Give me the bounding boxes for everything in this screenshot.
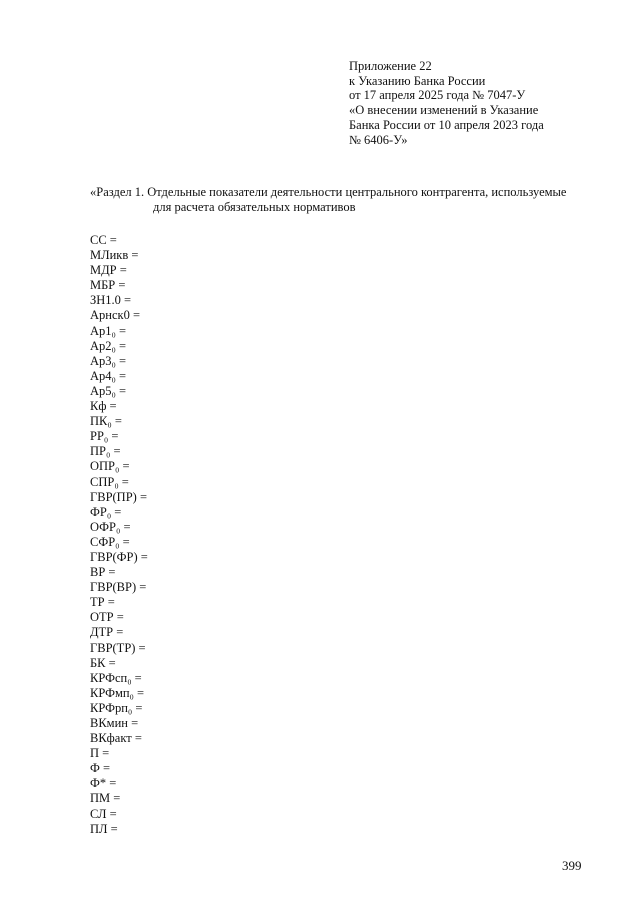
appendix-header bbox=[349, 59, 619, 147]
indicator-row: П = bbox=[90, 746, 110, 761]
indicator-row: БК = bbox=[90, 655, 116, 670]
header-line: № 6406-У» bbox=[349, 132, 408, 147]
indicator-row: ОПР₀ = bbox=[90, 459, 130, 474]
indicator-row: КРФмп₀ = bbox=[90, 685, 145, 700]
indicator-row: ОТР = bbox=[90, 610, 124, 625]
indicator-row: Ар3₀ = bbox=[90, 353, 127, 368]
indicator-row: Ф = bbox=[90, 761, 111, 776]
section-title-line-2: для расчета обязательных нормативов bbox=[153, 200, 356, 214]
indicator-row: СПР₀ = bbox=[90, 474, 129, 489]
indicator-row: ГВР(ТР) = bbox=[90, 640, 146, 655]
header-line: к Указанию Банка России bbox=[349, 73, 486, 88]
indicator-row: Ф* = bbox=[90, 776, 117, 791]
indicator-row: Ар1₀ = bbox=[90, 323, 127, 338]
indicator-row: Кф = bbox=[90, 399, 117, 414]
header-line: «О внесении изменений в Указание bbox=[349, 103, 539, 118]
indicator-row: МБР = bbox=[90, 278, 126, 293]
indicator-row: КРФрп₀ = bbox=[90, 700, 143, 715]
indicator-row: ВКфакт = bbox=[90, 731, 142, 746]
indicator-row: ГВР(ПР) = bbox=[90, 489, 147, 504]
indicator-row: Арнск0 = bbox=[90, 308, 141, 323]
indicator-row: Ар4₀ = bbox=[90, 368, 127, 383]
indicator-row: МДР = bbox=[90, 263, 127, 278]
indicator-row: Ар5₀ = bbox=[90, 383, 127, 398]
header-line: от 17 апреля 2025 года № 7047-У bbox=[349, 88, 526, 103]
indicator-row: СС = bbox=[90, 233, 117, 247]
header-line: Банка России от 10 апреля 2023 года bbox=[349, 117, 544, 132]
indicator-row: ПР₀ = bbox=[90, 444, 121, 459]
indicator-row: ФР₀ = bbox=[90, 504, 122, 519]
indicator-row: ГВР(ВР) = bbox=[90, 580, 147, 595]
indicator-list bbox=[90, 233, 148, 837]
indicator-row: ОФР₀ = bbox=[90, 519, 131, 534]
section-title-line-1: «Раздел 1. Отдельные показатели деятельности центрального контрагента, используемые bbox=[90, 185, 567, 199]
indicator-row: ДТР = bbox=[90, 625, 124, 640]
page-number: 399 bbox=[562, 858, 582, 873]
section-title bbox=[90, 185, 610, 215]
header-line: Приложение 22 bbox=[349, 59, 432, 73]
indicator-row: ПЛ = bbox=[90, 821, 118, 836]
indicator-row: ПК₀ = bbox=[90, 414, 122, 429]
indicator-row: Ар2₀ = bbox=[90, 338, 127, 353]
indicator-row: ВР = bbox=[90, 565, 116, 580]
indicator-row: ТР = bbox=[90, 595, 115, 610]
indicator-row: ВКмин = bbox=[90, 716, 139, 730]
indicator-row: ГВР(ФР) = bbox=[90, 549, 148, 564]
indicator-row: СЛ = bbox=[90, 806, 117, 821]
indicator-row: КРФсп₀ = bbox=[90, 670, 142, 685]
indicator-row: МЛикв = bbox=[90, 248, 139, 263]
indicator-row: ПМ = bbox=[90, 791, 121, 806]
indicator-row: РР₀ = bbox=[90, 429, 119, 444]
indicator-row: СФР₀ = bbox=[90, 534, 130, 549]
indicator-row: ЗН1.0 = bbox=[90, 293, 132, 308]
